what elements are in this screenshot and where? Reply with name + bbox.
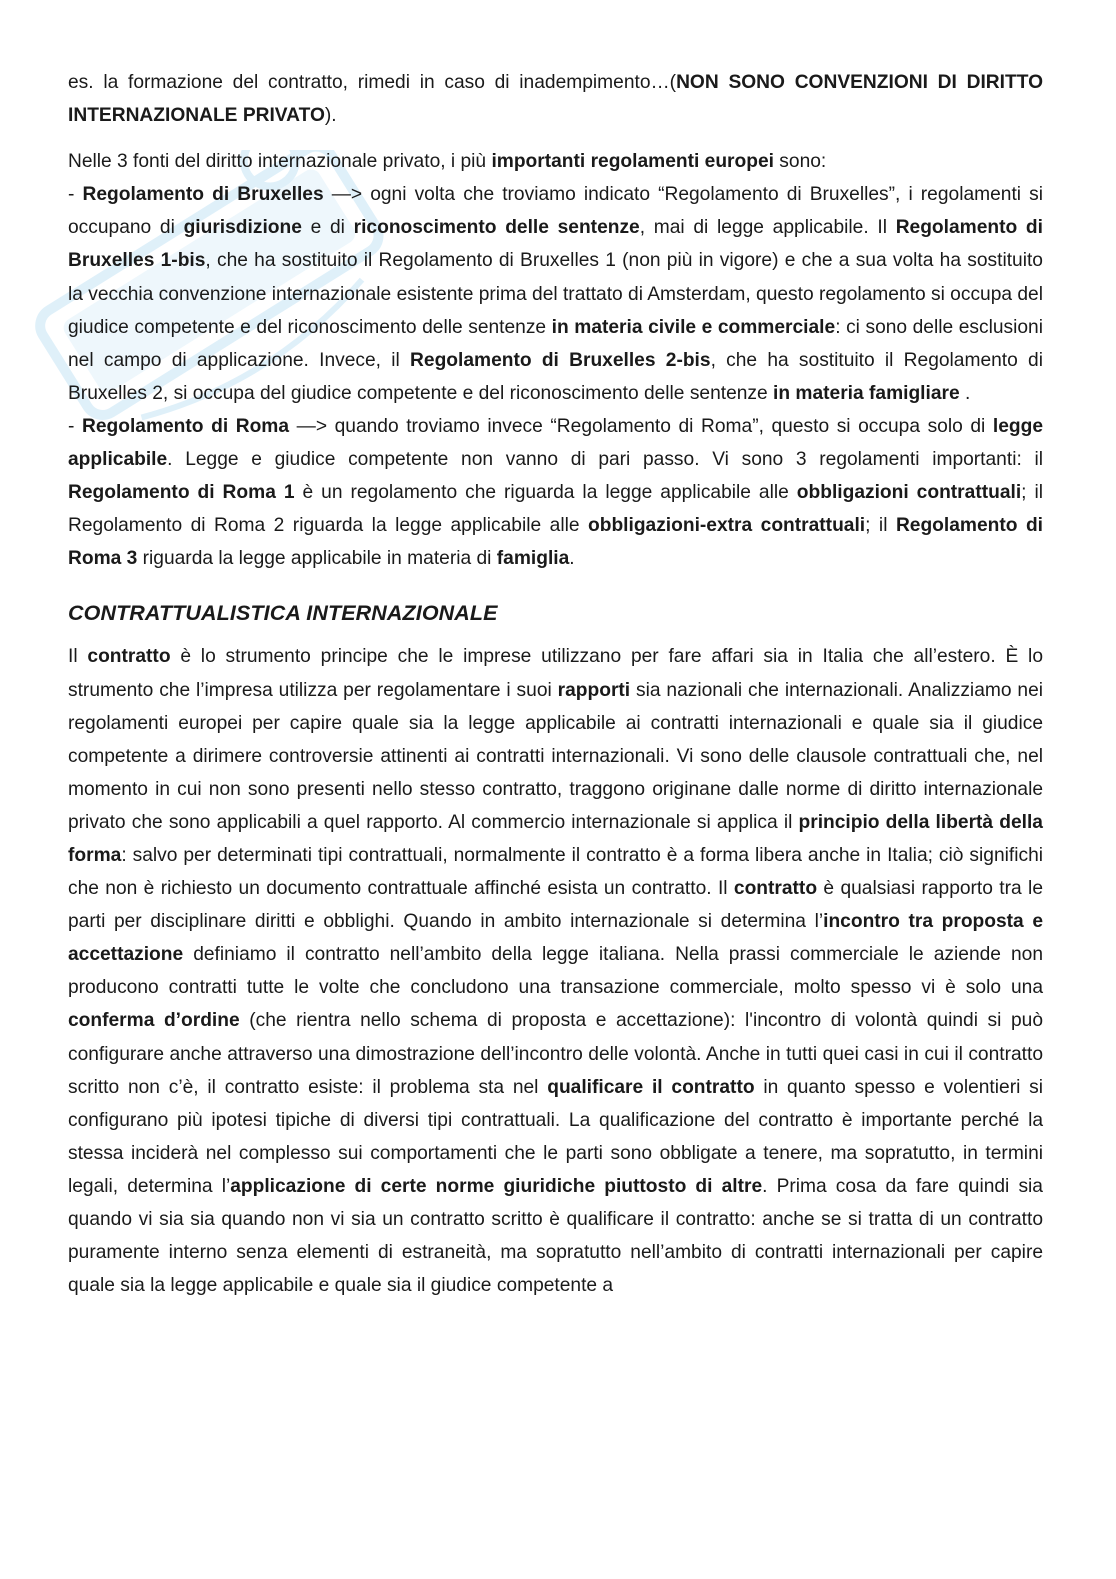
text-run: —> ogni volta che troviamo indicato “Regolamento di Bruxelles”, i regolamenti si occupano di [68,184,1043,239]
paragraph-bruxelles [68,178,1043,410]
bold-text: incontro tra proposta e accettazione [68,911,1044,966]
bold-text: obbligazioni contrattuali [796,482,1022,504]
text-run: : ci sono delle esclusioni nel campo di applicazione. Invece, il [68,316,1043,371]
bold-text: contratto [87,646,171,668]
section-heading: CONTRATTUALISTICA INTERNAZIONALE [68,601,498,626]
bold-text: giurisdizione [183,217,302,239]
text-run: es. la formazione del contratto, rimedi in caso di inadempimento…( [68,72,677,93]
bold-text: legge applicabile [68,415,1043,471]
bold-text: contratto [733,878,818,900]
text-run: sono: [773,151,827,173]
text-run: , che ha sostituito il Regolamento di Bruxelles 1 (non più in vigore) e che a sua volta ha sostituito la vecchia convenzione internazionale esistente prima del trattato di Amsterdam, questo regolamento si occupa del giudice competente e del riconoscimento delle sentenze [68,250,1043,338]
document-page [68,66,1043,1302]
bold-text: Regolamento di Bruxelles [82,184,324,206]
bold-text: Regolamento di Roma 3 [68,515,1043,570]
text-run: è un regolamento che riguarda la legge applicabile alle [294,482,797,504]
text-run: . [959,382,971,404]
bold-text: NON SONO CONVENZIONI DI DIRITTO INTERNAZIONALE PRIVATO [68,72,1043,127]
bold-text: applicazione di certe norme giuridiche piuttosto di altre [230,1175,763,1197]
bold-text: qualificare il contratto [547,1076,755,1098]
text-run: ; il [865,515,896,537]
text-run: , che ha sostituito il Regolamento di Bruxelles 2, si occupa del giudice competente e del riconoscimento delle sentenze [68,349,1043,404]
bold-text: rapporti [557,679,631,701]
text-run: riguarda la legge applicabile in materia di [137,548,497,570]
text-run: e di [301,217,354,239]
text-run: è qualsiasi rapporto tra le parti per disciplinare diritti e obblighi. Quando in ambito internazionale si determina l’ [68,878,1043,933]
text-run: —> quando troviamo invece “Regolamento di Roma”, questo si occupa solo di [289,415,993,437]
bold-text: Regolamento di Bruxelles 2-bis [410,349,711,371]
bold-text: Regolamento di Bruxelles 1-bis [68,217,1043,272]
paragraph-roma [68,410,1043,575]
paragraph-intro [68,66,1043,132]
text-run: , mai di legge applicabile. Il [639,217,896,239]
bold-text: Regolamento di Roma 1 [68,482,295,504]
text-run: ; il Regolamento di Roma 2 riguarda la legge applicabile alle [68,482,1043,537]
text-run: Nelle 3 fonti del diritto internazionale privato, i più [68,151,492,173]
bold-text: Regolamento di Roma [81,415,290,437]
text-run: . Legge e giudice competente non vanno di pari passo. Vi sono 3 regolamenti importanti: il [167,449,1043,471]
text-run: - [68,184,83,206]
bold-text: in materia civile e commerciale [551,316,836,338]
text-run: definiamo il contratto nell’ambito della legge italiana. Nella prassi commerciale le aziende non producono contratti tutte le volte che concludono una transazione commerciale, molto spesso vi è solo una [68,944,1043,999]
bold-text: importanti regolamenti europei [491,151,774,173]
text-run: : salvo per determinati tipi contrattuali, normalmente il contratto è a forma libera anche in Italia; ciò significhi che non è richiesto un documento contrattuale affinché esista un contratto. Il [68,844,1043,900]
text-run: è lo strumento principe che le imprese utilizzano per fare affari sia in Italia che all’estero. È lo strumento che l’impresa utilizza per regolamentare i suoi [68,646,1043,701]
text-run: sia nazionali che internazionali. Analizziamo nei regolamenti europei per capire quale sia la legge applicabile ai contratti internazionali e quale sia il giudice competente a dirimere controversie attinenti ai contratti internazionali. Vi sono delle clausole contrattuali che, nel momento in cui non sono presenti nello stesso contratto, traggono originane dalle norme di diritto internazionale privato che sono applicabili a quel rapporto. Al commercio internazionale si applica il [68,679,1044,833]
text-run: - [68,415,82,437]
bold-text: riconoscimento delle sentenze [353,217,640,239]
text-run: ). [324,105,337,127]
paragraph-contratto [68,640,1043,1302]
text-run: in quanto spesso e volentieri si configurano più ipotesi tipiche di diversi tipi contrattuali. La qualificazione del contratto è importante perché la stessa inciderà nel complesso sui comportamenti che le parti sono obbligate a tenere, ma sopratutto, in termini legali, determina l’ [68,1076,1043,1197]
paragraph-sources [68,145,1043,178]
bold-text: principio della libertà della forma [68,811,1043,866]
text-run: . [569,548,575,570]
text-run: Il [68,646,88,668]
bold-text: famiglia [496,548,570,570]
text-run: (che rientra nello schema di proposta e accettazione): l'incontro di volontà quindi si può configurare anche attraverso una dimostrazione dell’incontro delle volontà. Anche in tutti quei casi in cui il contratto scritto non c’è, il contratto esiste: il problema sta nel [68,1010,1043,1098]
bold-text: conferma d’ordine [68,1010,240,1032]
text-run: . Prima cosa da fare quindi sia quando vi sia sia quando non vi sia un contratto scritto è qualificare il contratto: anche se si tratta di un contratto puramente interno senza elementi di estraneità, ma sopratutto nell’ambito di contratti internazionali per capire quale sia la legge applicabile e quale sia il giudice competente a [68,1175,1043,1297]
bold-text: in materia famigliare [773,382,960,404]
bold-text: obbligazioni-extra contrattuali [588,515,866,537]
